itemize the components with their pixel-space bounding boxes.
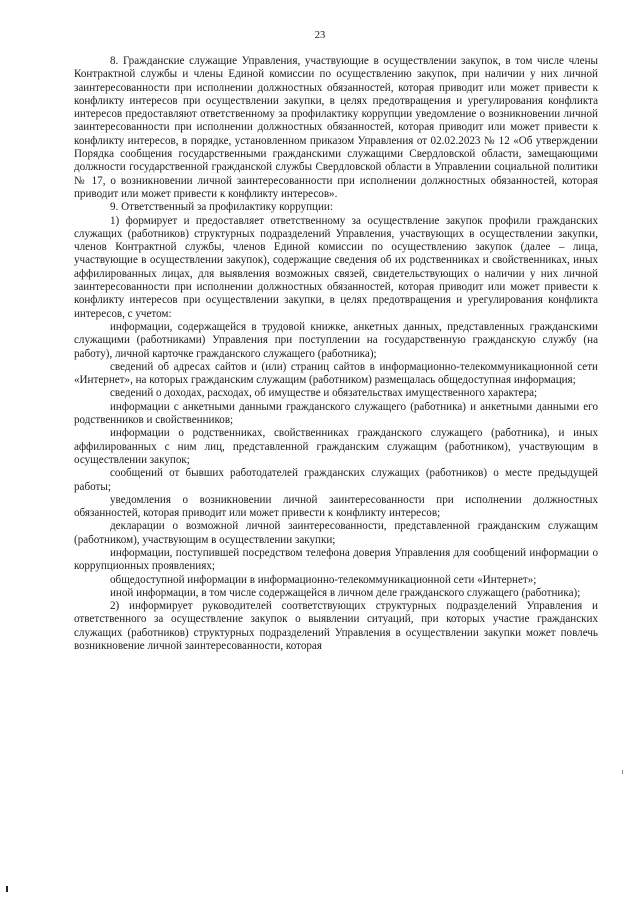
document-body [74, 55, 598, 653]
paragraph-source-hotline: информации, поступившей посредством телефона доверия Управления для сообщений информации о коррупционных проявлениях; [74, 546, 598, 573]
page-number: 23 [314, 30, 326, 41]
paragraph-subitem-1: 1) формирует и предоставляет ответственному за осуществление закупок профили гражданских служащих (работников) структурных подразделений Управления, участвующих в осуществлении закупки, членов Контрактной службы, членов Единой комиссии по осуществлению закупок (далее – лица, участвующие в осуществлении закупок), содержащие сведения об их родственниках и свойственниках, иных аффилированных лицах, для выявления возможных связей, свидетельствующих о наличии у них личной заинтересованности при исполнении должностных обязанностей, которая приводит или может привести к конфликту интересов при осуществлении закупки, в целях предотвращения и урегулирования конфликта интересов, с учетом: [74, 214, 598, 320]
paragraph-source-websites: сведений об адресах сайтов и (или) страниц сайтов в информационно-телекоммуникационной сети «Интернет», на которых гражданским служащим (работником) размещалась общедоступная информация; [74, 360, 598, 387]
paragraph-source-declaration: декларации о возможной личной заинтересованности, представленной гражданским служащим (работником), участвующим в осуществлении закупки; [74, 520, 598, 546]
paragraph-item-8: 8. Гражданские служащие Управления, участвующие в осуществлении закупок, в том числе члены Контрактной службы и члены Единой комиссии по осуществлению закупок, при наличии у них личной заинтересованности при исполнении должностных обязанностей, которая приводит или может привести к конфликту интересов при осуществлении закупки, в целях предотвращения и урегулирования конфликта интересов предоставляют ответственному за профилактику коррупции уведомление о возникновении личной заинтересованности при исполнении должностных обязанностей, которая приводит или может привести к конфликту интересов, в порядке, установленном приказом Управления от 02.02.2023 № 12 «Об утверждении Порядка сообщения государственными гражданскими служащими Свердловской области, замещающими должности государственной гражданской службы Свердловской области в Управлении социальной политики № 17, о возникновении личной заинтересованности при исполнении должностных обязанностей, которая приводит или может привести к конфликту интересов». [74, 55, 598, 200]
paragraph-subitem-2: 2) информирует руководителей соответствующих структурных подразделений Управления и ответственного за осуществление закупок о выявлении ситуаций, при которых участие гражданских служащих (работников) структурных подразделений Управления в осуществлении закупки может повлечь возникновение личной заинтересованности, которая [74, 600, 598, 653]
paragraph-item-9: 9. Ответственный за профилактику коррупции: [110, 201, 333, 214]
scan-artifact [6, 886, 8, 892]
paragraph-source-employers: сообщений от бывших работодателей гражданских служащих (работников) о месте предыдущей работы; [74, 467, 598, 493]
paragraph-source-income: сведений о доходах, расходах, об имуществе и обязательствах имущественного характера; [110, 387, 538, 400]
paragraph-source-relatives: информации о родственниках, свойственниках гражданского служащего (работника), и иных аффилированных с ним лиц, представленной гражданским служащим (работником), участвующим в осуществлении закупок; [74, 427, 598, 466]
scan-artifact [622, 770, 623, 774]
paragraph-source-other: иной информации, в том числе содержащейся в личном деле гражданского служащего (работника); [110, 586, 581, 599]
paragraph-source-internet: общедоступной информации в информационно-телекоммуникационной сети «Интернет»; [110, 573, 537, 586]
paragraph-source-notification: уведомления о возникновении личной заинтересованности при исполнении должностных обязанностей, которая приводит или может привести к конфликту интересов; [74, 493, 598, 520]
paragraph-source-labor-book: информации, содержащейся в трудовой книжке, анкетных данных, представленных гражданскими служащими (работниками) Управления при поступлении на государственную гражданскую службу (на работу), личной карточке гражданского служащего (работника); [74, 320, 598, 360]
paragraph-source-questionnaire: информации с анкетными данными гражданского служащего (работника) и анкетными данными его родственников и свойственников; [74, 400, 598, 427]
